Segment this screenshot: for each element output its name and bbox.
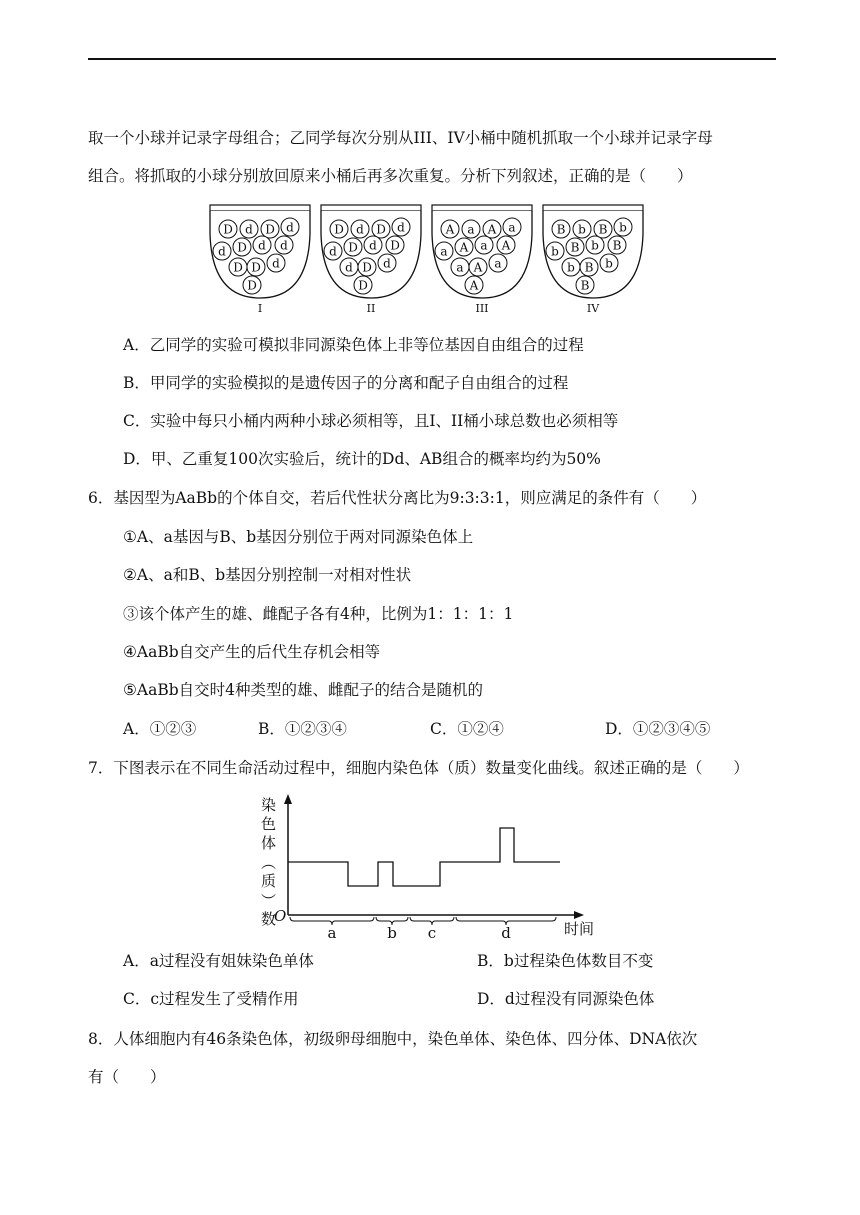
- ball-letter: B: [570, 240, 580, 255]
- ball-letter: D: [265, 222, 275, 237]
- bucket-label: IV: [586, 302, 600, 315]
- q5-option-d: D．甲、乙重复100次实验后，统计的Dd、AB组合的概率均约为50%: [123, 450, 601, 468]
- bucket-rim: [543, 205, 643, 211]
- q6-option-b: B．①②③④: [258, 720, 347, 738]
- q6-option-d: D．①②③④⑤: [605, 720, 711, 738]
- q6-option-c: C．①②④: [430, 720, 504, 738]
- ball-letter: a: [508, 220, 516, 235]
- q7-stem: 7．下图表示在不同生命活动过程中，细胞内染色体（质）数量变化曲线。叙述正确的是（ ）: [88, 759, 749, 777]
- segment-label: d: [501, 924, 511, 940]
- ball-letter: d: [245, 222, 253, 237]
- ball-letter: b: [605, 256, 613, 271]
- segment-label: b: [387, 924, 397, 940]
- y-axis-label-char: 色: [261, 815, 277, 833]
- q6-item-2: ②A、a和B、b基因分别控制一对相对性状: [123, 566, 412, 584]
- q7-option-b: B．b过程染色体数目不变: [477, 952, 654, 970]
- ball-letter: D: [247, 278, 257, 293]
- segment-label: a: [327, 924, 337, 940]
- y-axis-label-char: 体: [261, 834, 277, 852]
- q6-option-a: A．①②③: [123, 720, 197, 738]
- ball-letter: D: [376, 222, 386, 237]
- ball-letter: D: [233, 260, 243, 275]
- bucket-rim: [321, 205, 421, 211]
- ball-letter: a: [456, 260, 464, 275]
- bucket: [543, 205, 643, 315]
- header-rule: [88, 58, 776, 60]
- ball-letter: A: [445, 222, 455, 237]
- ball-letter: D: [358, 278, 368, 293]
- ball-letter: b: [591, 238, 599, 253]
- q5-option-b: B．甲同学的实验模拟的是遗传因子的分离和配子自由组合的过程: [123, 374, 569, 392]
- ball-letter: b: [578, 222, 586, 237]
- ball-letter: D: [390, 238, 400, 253]
- ball-letter: a: [467, 222, 475, 237]
- q6-item-5: ⑤AaBb自交时4种类型的雄、雌配子的结合是随机的: [123, 681, 484, 699]
- ball-letter: A: [459, 240, 469, 255]
- ball-letter: d: [329, 244, 337, 259]
- ball-letter: A: [501, 238, 511, 253]
- bucket: [321, 205, 421, 315]
- ball-letter: B: [612, 238, 622, 253]
- q5-option-a: A．乙同学的实验可模拟非同源染色体上非等位基因自由组合的过程: [123, 336, 584, 354]
- q8-line-2: 有（ ）: [88, 1068, 166, 1086]
- q8-line-1: 8．人体细胞内有46条染色体，初级卵母细胞中，染色单体、染色体、四分体、DNA依次: [88, 1030, 698, 1048]
- ball-letter: B: [556, 222, 566, 237]
- ball-letter: D: [237, 240, 247, 255]
- ball-letter: B: [584, 260, 594, 275]
- ball-letter: d: [272, 256, 280, 271]
- q6-stem: 6．基因型为AaBb的个体自交，若后代性状分离比为9:3:3:1，则应满足的条件有（ ）: [88, 489, 707, 507]
- ball-letter: b: [567, 260, 575, 275]
- y-axis-label-char: 质: [261, 872, 277, 890]
- buckets-figure: [208, 204, 648, 316]
- y-axis-label-char: （: [259, 855, 277, 871]
- intro-line-2: 组合。将抓取的小球分别放回原来小桶后再多次重复。分析下列叙述，正确的是（ ）: [88, 167, 693, 185]
- segment-label: c: [427, 924, 437, 940]
- chromosome-chart: [258, 790, 608, 940]
- ball-letter: A: [473, 260, 483, 275]
- ball-letter: d: [258, 238, 266, 253]
- q7-option-a: A．a过程没有姐妹染色单体: [123, 952, 314, 970]
- q6-item-3: ③该个体产生的雄、雌配子各有4种，比例为1：1：1：1: [123, 605, 514, 623]
- bucket-label: III: [475, 302, 489, 315]
- ball-letter: d: [383, 256, 391, 271]
- ball-letter: d: [286, 220, 294, 235]
- ball-letter: b: [551, 244, 559, 259]
- bucket: [210, 205, 310, 315]
- y-axis-arrow: [284, 794, 292, 804]
- q7-option-d: D．d过程没有同源染色体: [477, 990, 655, 1008]
- bucket: [432, 205, 532, 315]
- ball-letter: A: [469, 278, 479, 293]
- ball-letter: D: [348, 240, 358, 255]
- q7-option-c: C．c过程发生了受精作用: [123, 990, 299, 1008]
- y-axis-label-char: ）: [259, 893, 277, 909]
- ball-letter: B: [598, 222, 608, 237]
- ball-letter: a: [440, 244, 448, 259]
- ball-letter: a: [480, 238, 488, 253]
- ball-letter: d: [345, 260, 353, 275]
- intro-line-1: 取一个小球并记录字母组合；乙同学每次分别从III、IV小桶中随机抓取一个小球并记录字母: [88, 129, 713, 147]
- bucket-rim: [210, 205, 310, 211]
- y-axis-label-char: 数: [261, 910, 277, 928]
- ball-letter: d: [280, 238, 288, 253]
- ball-letter: D: [251, 260, 261, 275]
- ball-letter: D: [334, 222, 344, 237]
- x-axis-arrow: [574, 911, 584, 919]
- x-axis-label: 时间: [564, 920, 595, 938]
- ball-letter: d: [369, 238, 377, 253]
- q5-option-c: C．实验中每只小桶内两种小球必须相等，且I、II桶小球总数也必须相等: [123, 412, 619, 430]
- ball-letter: d: [218, 244, 226, 259]
- y-axis-label-char: 染: [261, 796, 277, 814]
- chromosome-curve: [288, 828, 560, 886]
- ball-letter: d: [397, 220, 405, 235]
- ball-letter: b: [619, 220, 627, 235]
- origin-label: O: [274, 907, 287, 925]
- ball-letter: D: [362, 260, 372, 275]
- ball-letter: D: [223, 222, 233, 237]
- ball-letter: B: [580, 278, 590, 293]
- ball-letter: A: [487, 222, 497, 237]
- q6-item-4: ④AaBb自交产生的后代生存机会相等: [123, 643, 381, 661]
- bucket-label: I: [257, 302, 263, 315]
- q6-item-1: ①A、a基因与B、b基因分别位于两对同源染色体上: [123, 528, 474, 546]
- bucket-label: II: [366, 302, 376, 315]
- bucket-rim: [432, 205, 532, 211]
- ball-letter: d: [356, 222, 364, 237]
- ball-letter: a: [494, 256, 502, 271]
